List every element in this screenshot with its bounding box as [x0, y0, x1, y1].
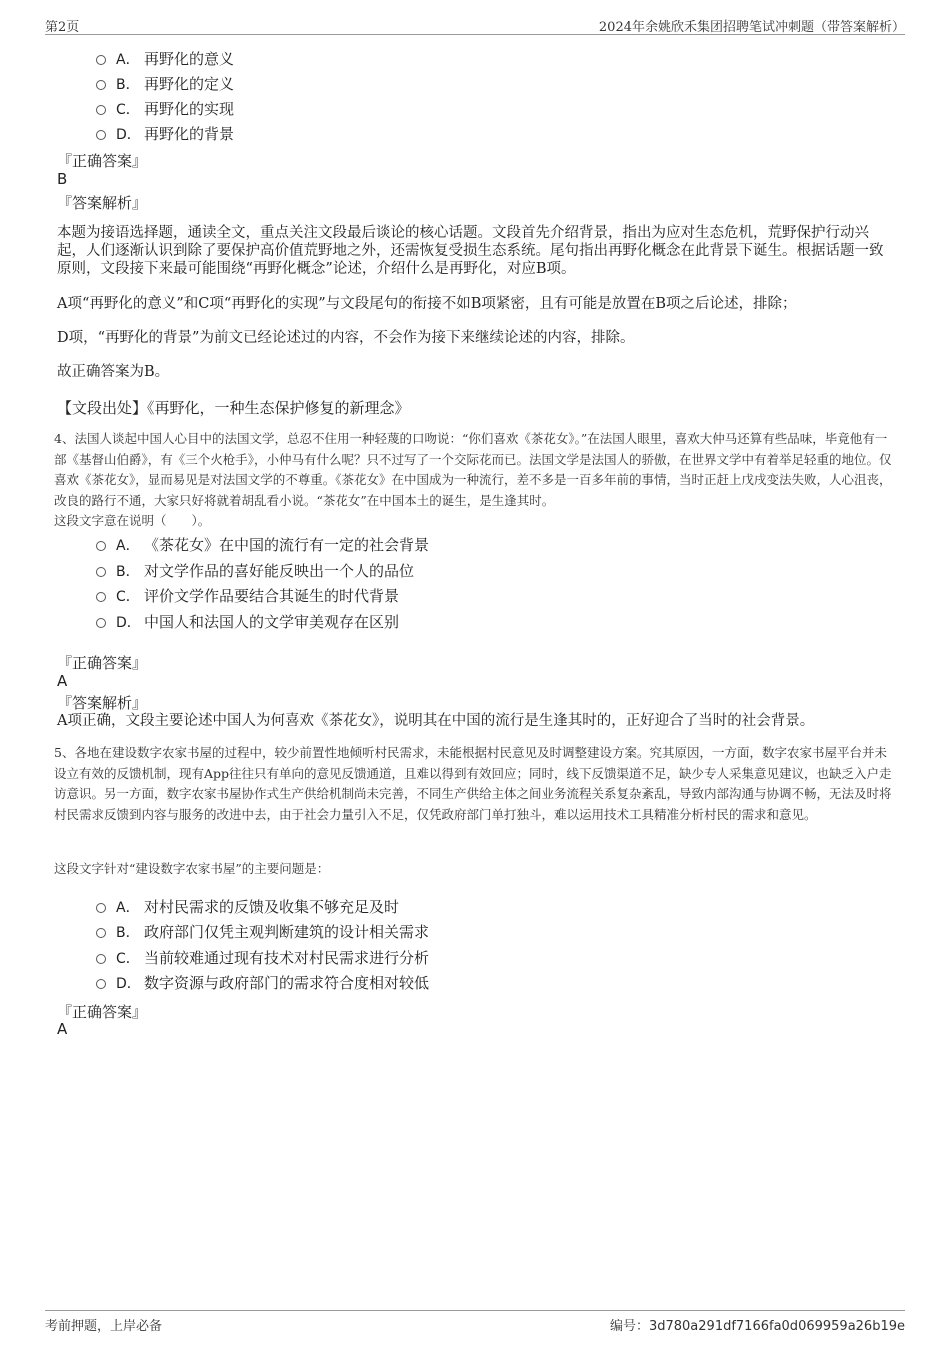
- radio-icon[interactable]: [96, 55, 106, 65]
- radio-icon[interactable]: [96, 903, 106, 913]
- radio-icon[interactable]: [96, 618, 106, 628]
- q3-option-a[interactable]: A． 再野化的意义: [96, 48, 234, 69]
- q5-answer: A: [57, 1020, 68, 1038]
- document-title: 2024年余姚欣禾集团招聘笔试冲刺题（带答案解析）: [598, 20, 905, 35]
- q3-answer-label: 『正确答案』: [57, 152, 148, 170]
- document-code: [610, 1315, 905, 1334]
- radio-icon[interactable]: [96, 541, 106, 551]
- q4-question: 这段文字意在说明（ ）。: [54, 513, 211, 528]
- q3-analysis-paragraph-2: A项“再野化的意义”和C项“再野化的实现”与文段尾句的衔接不如B项紧密，且有可能是放置在B项之后论述，排除；: [57, 296, 797, 312]
- code-label: 编号：: [609, 1319, 649, 1334]
- q4-option-c[interactable]: C． 评价文学作品要结合其诞生的时代背景: [96, 585, 399, 606]
- q4-option-b[interactable]: B． 对文学作品的喜好能反映出一个人的品位: [96, 560, 414, 581]
- q4-stem: 4、法国人谈起中国人心目中的法国文学，总忍不住用一种轻蔑的口吻说：“你们喜欢《茶花女》。”在法国人眼里，喜欢大仲马还算有些品味，毕竟他有一部《基督山伯爵》，有《三个火枪手》，小仲马有什么呢？只不过写了一个交际花而已。法国文学是法国人的骄傲，在世界文学中有着举足轻重的地位。仅喜欢《茶花女》，显而易见是对法国文学的不尊重。《茶花女》在中国成为一种流行，差不多是一百多年前的事情，当时正赶上戊戌变法失败，人心沮丧，改良的路行不通，大家只好将就着胡乱看小说。“茶花女”在中国本土的诞生，是生逢其时。: [54, 431, 892, 508]
- q3-analysis-paragraph-1: 本题为接语选择题，通读全文，重点关注文段最后谈论的核心话题。文段首先介绍背景，指出为应对生态危机，荒野保护行动兴起，人们逐渐认识到除了要保护高价值荒野地之外，还需恢复受损生态系统。尾句指出再野化概念在此背景下诞生。根据话题一致原则，文段接下来最可能围绕“再野化概念”论述，介绍什么是再野化，对应B项。: [57, 225, 884, 277]
- q3-option-c[interactable]: C． 再野化的实现: [96, 98, 234, 119]
- q4-option-a[interactable]: A． 《茶花女》在中国的流行有一定的社会背景: [96, 534, 429, 555]
- radio-icon[interactable]: [96, 80, 106, 90]
- radio-icon[interactable]: [96, 105, 106, 115]
- q5-answer-label: 『正确答案』: [57, 1003, 148, 1021]
- q4-option-d[interactable]: D． 中国人和法国人的文学审美观存在区别: [96, 611, 399, 632]
- radio-icon[interactable]: [96, 954, 106, 964]
- q4-answer: A: [57, 672, 68, 690]
- q3-analysis-label: 『答案解析』: [57, 194, 148, 212]
- q5-question: 这段文字针对“建设数字农家书屋”的主要问题是：: [54, 861, 330, 876]
- page-footer: [45, 1310, 905, 1335]
- q3-option-d[interactable]: D． 再野化的背景: [96, 123, 234, 144]
- radio-icon[interactable]: [96, 979, 106, 989]
- q5-option-a[interactable]: A． 对村民需求的反馈及收集不够充足及时: [96, 896, 399, 917]
- q5-option-b[interactable]: B． 政府部门仅凭主观判断建筑的设计相关需求: [96, 921, 429, 942]
- q4-analysis: A项正确，文段主要论述中国人为何喜欢《茶花女》，说明其在中国的流行是生逢其时的，正好迎合了当时的社会背景。: [57, 713, 815, 729]
- q3-answer: B: [57, 170, 68, 188]
- q5-option-d[interactable]: D． 数字资源与政府部门的需求符合度相对较低: [96, 972, 429, 993]
- code-value: 3d780a291df7166fa0d069959a26b19e: [648, 1319, 905, 1334]
- q3-analysis-paragraph-4: 故正确答案为B。: [57, 364, 170, 380]
- radio-icon[interactable]: [96, 592, 106, 602]
- radio-icon[interactable]: [96, 928, 106, 938]
- q5-option-c[interactable]: C． 当前较难通过现有技术对村民需求进行分析: [96, 947, 429, 968]
- q3-source: 【文段出处】《再野化，一种生态保护修复的新理念》: [57, 399, 410, 417]
- radio-icon[interactable]: [96, 567, 106, 577]
- q3-option-b[interactable]: B． 再野化的定义: [96, 73, 234, 94]
- q4-analysis-label: 『答案解析』: [57, 694, 148, 712]
- page-number: 第2页: [45, 20, 80, 35]
- q4-answer-label: 『正确答案』: [57, 654, 148, 672]
- radio-icon[interactable]: [96, 130, 106, 140]
- q3-analysis-paragraph-3: D项，“再野化的背景”为前文已经论述过的内容，不会作为接下来继续论述的内容，排除。: [57, 330, 635, 346]
- page-header: [45, 14, 905, 35]
- q5-stem: 5、各地在建设数字农家书屋的过程中，较少前置性地倾听村民需求，未能根据村民意见及时调整建设方案。究其原因，一方面，数字农家书屋平台并未设立有效的反馈机制，现有App往往只有单向的意见反馈通道，且难以得到有效回应；同时，线下反馈渠道不足，缺少专人采集意见建议，也缺乏入户走访意识。另一方面，数字农家书屋协作式生产供给机制尚未完善，不同生产供给主体之间业务流程关系复杂紊乱，导致内部沟通与协调不畅，无法及时将村民需求反馈到内容与服务的改进中去，由于社会力量引入不足，仅凭政府部门单打独斗，难以运用技术工具精准分析村民的需求和意见。: [54, 745, 892, 822]
- footer-slogan: 考前押题，上岸必备: [45, 1319, 163, 1334]
